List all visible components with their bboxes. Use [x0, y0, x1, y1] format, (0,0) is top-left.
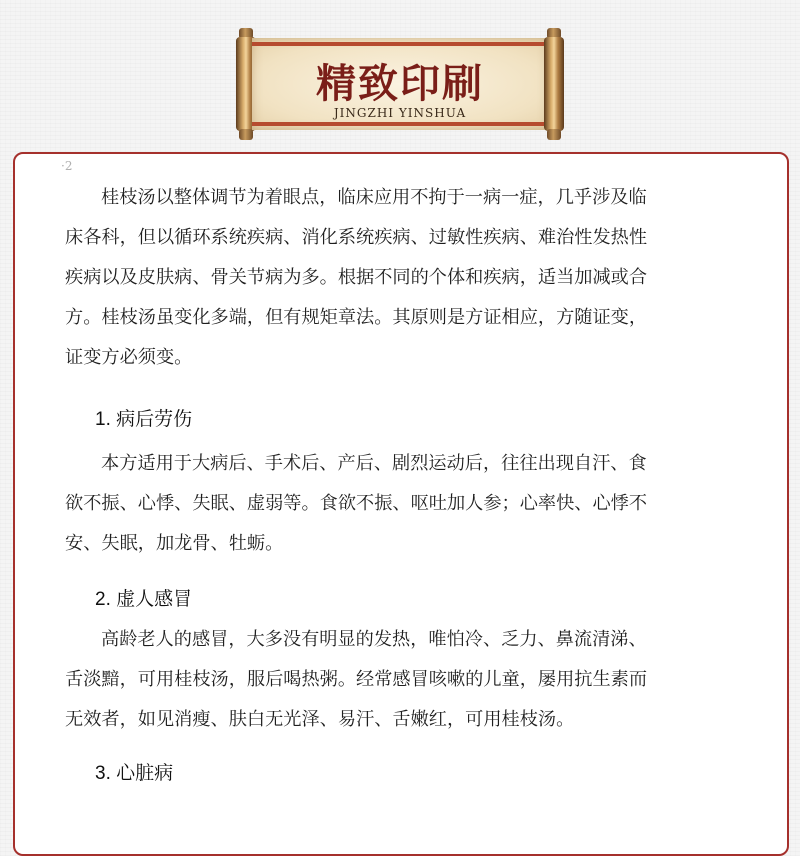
text-line: 疾病以及皮肤病、骨关节病为多。根据不同的个体和疾病，适当加减或合: [65, 267, 648, 288]
banner-subtitle: JINGZHI YINSHUA: [333, 106, 467, 120]
text-line: 高龄老人的感冒，大多没有明显的发热，唯怕冷、乏力、鼻流清涕、: [101, 629, 647, 650]
scroll-banner: [236, 28, 564, 140]
text-line: 本方适用于大病后、手术后、产后、剧烈运动后，往往出现自汗、食: [101, 453, 647, 474]
text-line: 桂枝汤以整体调节为着眼点，临床应用不拘于一病一症，几乎涉及临: [101, 187, 647, 208]
section-heading-2: 2. 虚人感冒: [95, 589, 193, 610]
paragraph-overview: [65, 178, 745, 378]
text-line: 无效者，如见消瘦、肤白无光泽、易汗、舌嫩红，可用桂枝汤。: [65, 709, 575, 730]
page-mark: ·2: [61, 159, 73, 173]
text-line: 证变方必须变。: [65, 347, 193, 368]
text-line: 床各科，但以循环系统疾病、消化系统疾病、过敏性疾病、难治性发热性: [65, 227, 648, 248]
text-line: 方。桂枝汤虽变化多端，但有规矩章法。其原则是方证相应，方随证变，: [65, 307, 648, 328]
text-line: 安、失眠，加龙骨、牡蛎。: [65, 533, 284, 554]
text-line: 欲不振、心悸、失眠、虚弱等。食欲不振、呕吐加人参；心率快、心悸不: [65, 493, 648, 514]
paragraph-section-2: [65, 620, 745, 740]
section-heading-1: 1. 病后劳伤: [95, 409, 193, 430]
banner-title: 精致印刷: [316, 61, 484, 107]
scroll-rod-right: [544, 28, 564, 140]
paragraph-section-1: [65, 444, 745, 564]
scroll-paper: [252, 38, 548, 130]
content-frame: [13, 152, 789, 856]
section-heading-3: 3. 心脏病: [95, 763, 174, 784]
text-line: 舌淡黯，可用桂枝汤，服后喝热粥。经常感冒咳嗽的儿童，屡用抗生素而: [65, 669, 648, 690]
